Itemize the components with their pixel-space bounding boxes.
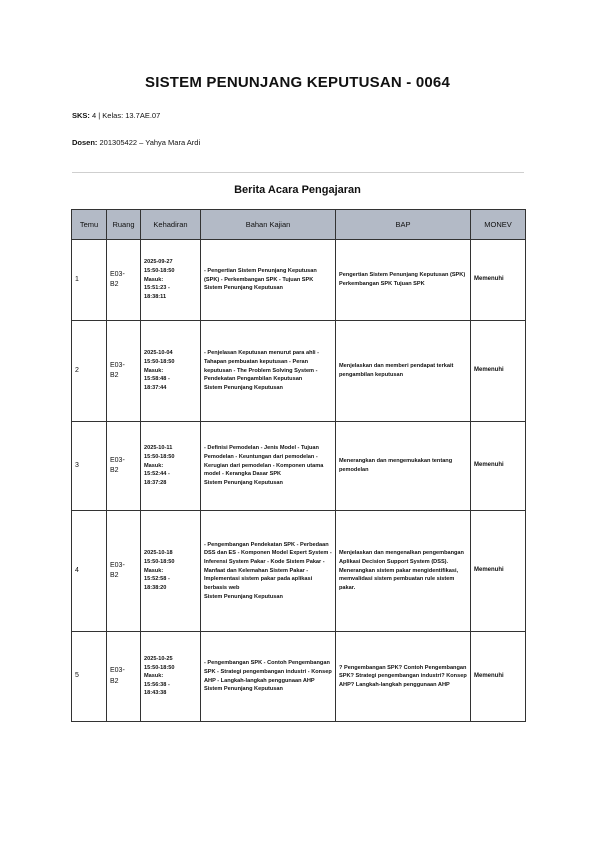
cell-ruang: E03- B2 — [107, 632, 141, 722]
cell-kehadiran: 2025-10-11 15:50-18:50 Masuk: 15:52:44 - 18:37:28 — [141, 422, 201, 511]
table-row — [72, 632, 526, 722]
cell-ruang: E03- B2 — [107, 321, 141, 422]
page-title: SISTEM PENUNJANG KEPUTUSAN - 0064 — [145, 74, 450, 91]
divider — [72, 172, 524, 173]
table-row — [72, 422, 526, 511]
cell-bap: Menjelaskan dan mengenalkan pengembangan Aplikasi Decision Support System (DSS). Menerangkan sistem pakar mengidentifikasi, memvalidasi sistem pembuatan rule sistem pakar. — [336, 511, 471, 632]
cell-temu: 4 — [72, 511, 107, 632]
cell-bap: ? Pengembangan SPK? Contoh Pengembangan SPK? Strategi pengembangan industri? Konsep AHP? Langkah-langkah penggunaan AHP — [336, 632, 471, 722]
cell-kehadiran: 2025-10-18 15:50-18:50 Masuk: 15:52:58 - 18:38:20 — [141, 511, 201, 632]
cell-temu: 2 — [72, 321, 107, 422]
column-header-temu: Temu — [72, 210, 107, 240]
sks-label: SKS: — [72, 111, 90, 120]
table-row — [72, 511, 526, 632]
cell-kehadiran: 2025-10-25 15:50-18:50 Masuk: 15:56:38 - 18:43:38 — [141, 632, 201, 722]
bap-table — [71, 209, 526, 722]
cell-monev: Memenuhi — [471, 632, 526, 722]
dosen-label: Dosen: — [72, 138, 98, 147]
cell-temu: 3 — [72, 422, 107, 511]
column-header-bahan-kajian: Bahan Kajian — [201, 210, 336, 240]
sks-kelas-value: 4 | Kelas: 13.7AE.07 — [92, 111, 161, 120]
dosen-value: 201305422 – Yahya Mara Ardi — [99, 138, 201, 147]
cell-ruang: E03- B2 — [107, 422, 141, 511]
cell-ruang: E03- B2 — [107, 511, 141, 632]
cell-monev: Memenuhi — [471, 511, 526, 632]
cell-bahan-kajian: - Definisi Pemodelan - Jenis Model - Tujuan Pemodelan - Keuntungan dari pemodelan - Kerugian dari pemodelan - Komponen utama model - Kerangka Dasar SPK Sistem Penunjang Keputusan — [201, 422, 336, 511]
cell-monev: Memenuhi — [471, 422, 526, 511]
cell-ruang: E03- B2 — [107, 240, 141, 321]
dosen-line — [72, 138, 200, 147]
cell-monev: Memenuhi — [471, 321, 526, 422]
section-title: Berita Acara Pengajaran — [234, 184, 361, 196]
column-header-kehadiran: Kehadiran — [141, 210, 201, 240]
cell-bahan-kajian: - Pengembangan SPK - Contoh Pengembangan SPK - Strategi pengembangan industri - Konsep AHP - Langkah-langkah penggunaan AHP Sistem Penunjang Keputusan — [201, 632, 336, 722]
cell-kehadiran: 2025-09-27 15:50-18:50 Masuk: 15:51:23 - 18:38:11 — [141, 240, 201, 321]
cell-bap: Menjelaskan dan memberi pendapat terkait pengambilan keputusan — [336, 321, 471, 422]
cell-monev: Memenuhi — [471, 240, 526, 321]
cell-bahan-kajian: - Pengembangan Pendekatan SPK - Perbedaan DSS dan ES - Komponen Model Expert System - Inferensi System Pakar - Kode Sistem Pakar - Manfaat dan Kelemahan Sistem Pakar - Implementasi sistem pakar pada aplikasi berbasis web Sistem Penunjang Keputusan — [201, 511, 336, 632]
cell-bahan-kajian: - Penjelasan Keputusan menurut para ahli - Tahapan pembuatan keputusan - Peran keputusan - The Problem Solving System - Pendekatan Pengambilan Keputusan Sistem Penunjang Keputusan — [201, 321, 336, 422]
cell-bahan-kajian: - Pengertian Sistem Penunjang Keputusan (SPK) - Perkembangan SPK - Tujuan SPK Sistem Penunjang Keputusan — [201, 240, 336, 321]
table-row — [72, 240, 526, 321]
column-header-bap: BAP — [336, 210, 471, 240]
cell-bap: Menerangkan dan mengemukakan tentang pemodelan — [336, 422, 471, 511]
column-header-ruang: Ruang — [107, 210, 141, 240]
cell-temu: 5 — [72, 632, 107, 722]
cell-temu: 1 — [72, 240, 107, 321]
sks-kelas-line — [72, 111, 160, 120]
table-header-row — [72, 210, 526, 240]
table-row — [72, 321, 526, 422]
column-header-monev: MONEV — [471, 210, 526, 240]
cell-bap: Pengertian Sistem Penunjang Keputusan (SPK) Perkembangan SPK Tujuan SPK — [336, 240, 471, 321]
cell-kehadiran: 2025-10-04 15:50-18:50 Masuk: 15:58:48 - 18:37:44 — [141, 321, 201, 422]
